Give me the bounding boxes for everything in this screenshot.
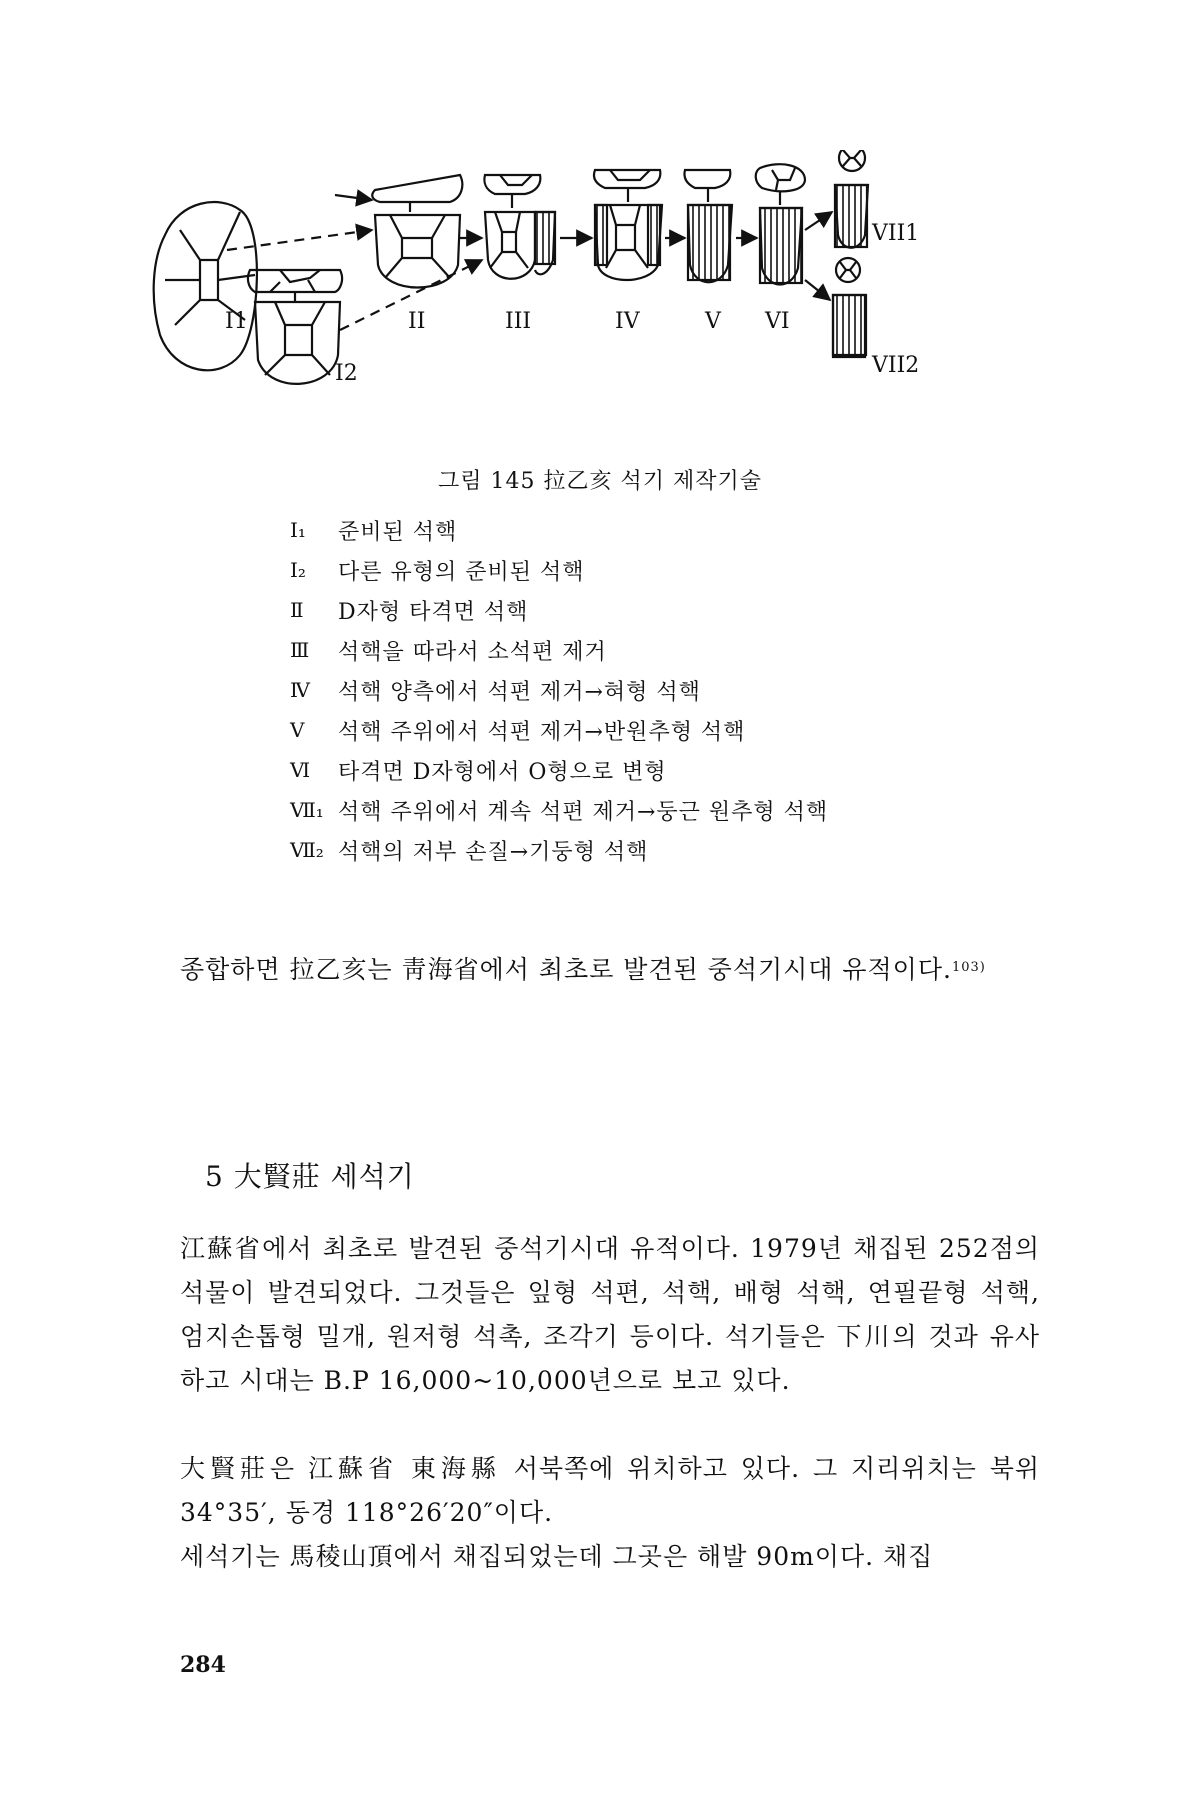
legend-number: Ⅵ (290, 758, 311, 782)
footnote-marker: 103) (951, 960, 986, 975)
core-reduction-figure (140, 150, 1040, 460)
figure-label-VI: VI (765, 309, 790, 334)
legend-number: Ⅰ₁ (290, 518, 306, 542)
legend-text: 준비된 석핵 (338, 519, 458, 545)
summary-text: 종합하면 拉乙亥는 靑海省에서 최초로 발견된 중석기시대 유적이다. (180, 955, 952, 984)
legend-item (290, 510, 1050, 550)
figure-label-VII2: VII2 (872, 353, 920, 378)
core-I1-drawing (154, 202, 257, 370)
legend-item (290, 630, 1050, 670)
core-VI-drawing (756, 164, 805, 284)
core-IV-drawing (594, 170, 662, 280)
legend-number: Ⅳ (290, 678, 310, 702)
figure-label-III: III (505, 309, 532, 334)
legend-text: 다른 유형의 준비된 석핵 (338, 559, 585, 585)
legend-number: Ⅲ (290, 638, 310, 662)
figure-label-V: V (705, 309, 721, 334)
summary-paragraph (180, 948, 1040, 992)
legend-text: 석핵의 저부 손질→기둥형 석핵 (338, 839, 649, 865)
legend-item (290, 830, 1050, 870)
core-II-drawing (372, 175, 462, 288)
figure-label-I1: I1 (225, 309, 248, 334)
body-paragraph-1: 江蘇省에서 최초로 발견된 중석기시대 유적이다. 1979년 채집된 252점의 석물이 발견되었다. 그것들은 잎형 석편, 석핵, 배형 석핵, 연필끝형 석핵, 엄지손톱형 밀개, 원저형 석촉, 조각기 등이다. 석기들은 下川의 것과 유사하고 시대는 B.P 16,000~10,000년으로 보고 있다. (180, 1234, 1040, 1395)
legend-number: Ⅶ₁ (290, 798, 324, 822)
core-I2-drawing (248, 270, 342, 384)
core-V-drawing (684, 170, 732, 282)
legend-item (290, 710, 1050, 750)
legend-item (290, 750, 1050, 790)
legend-text: D자형 타격면 석핵 (338, 599, 529, 625)
legend-item (290, 790, 1050, 830)
body-paragraph-3: 세석기는 馬稜山頂에서 채집되었는데 그곳은 해발 90m이다. 채집 (180, 1542, 934, 1571)
legend-number: Ⅶ₂ (290, 838, 324, 862)
figure-caption: 그림 145 拉乙亥 석기 제작기술 (438, 469, 762, 494)
core-VII1-drawing (835, 150, 868, 248)
core-III-drawing (484, 175, 555, 279)
legend-number: Ⅱ (290, 598, 304, 622)
figure-label-II: II (408, 309, 426, 334)
legend-item (290, 590, 1050, 630)
figure-label-IV: IV (615, 309, 640, 334)
figure-label-VII1: VII1 (872, 221, 920, 246)
legend-text: 석핵 양측에서 석편 제거→혀형 석핵 (338, 679, 701, 705)
legend-text: 석핵 주위에서 계속 석편 제거→둥근 원추형 석핵 (338, 799, 829, 825)
figure-label-I2: I2 (335, 361, 358, 386)
section-heading: 5 大賢莊 세석기 (205, 1160, 415, 1193)
legend-text: 석핵을 따라서 소석편 제거 (338, 639, 607, 665)
core-VII2-drawing (833, 258, 866, 357)
figure-legend (290, 510, 1050, 870)
legend-number: Ⅰ₂ (290, 558, 306, 582)
body-paragraph-2: 大賢莊은 江蘇省 東海縣 서북쪽에 위치하고 있다. 그 지리위치는 북위 34°35′, 동경 118°26′20″이다. (180, 1454, 1040, 1527)
legend-text: 석핵 주위에서 석편 제거→반원추형 석핵 (338, 719, 746, 745)
legend-item (290, 670, 1050, 710)
legend-text: 타격면 D자형에서 O형으로 변형 (338, 759, 667, 785)
page-number: 284 (180, 1652, 226, 1678)
legend-item (290, 550, 1050, 590)
legend-number: Ⅴ (290, 718, 305, 742)
